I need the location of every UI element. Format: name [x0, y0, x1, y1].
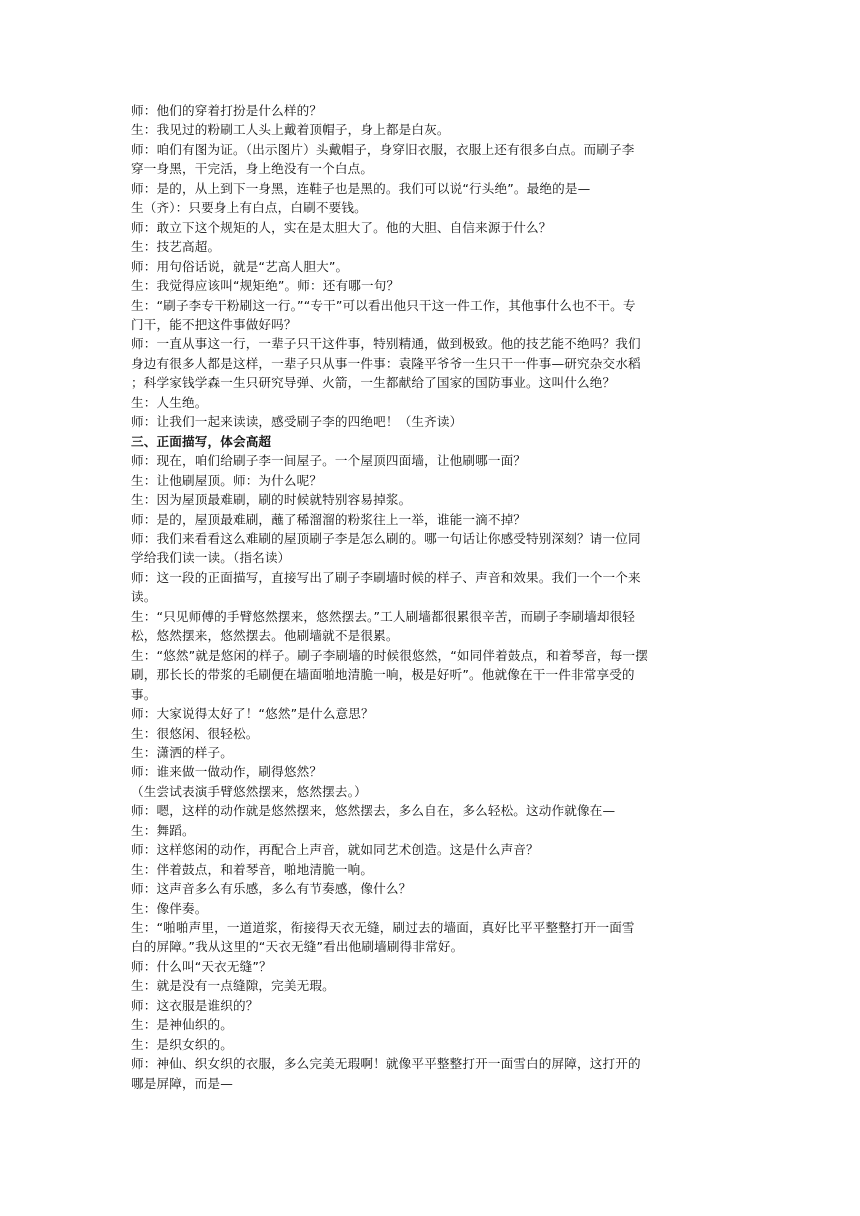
text-line: 师：现在，咱们给刷子李一间屋子。一个屋顶四面墙，让他刷哪一面？: [131, 453, 527, 469]
text-line: 刷，那长长的带浆的毛刷便在墙面啪地清脆一响，极是好听”。他就像在干一件非常享受的: [131, 667, 635, 683]
text-line: 师：这衣服是谁织的？: [131, 997, 259, 1013]
text-line: 哪是屏障，而是—: [131, 1075, 233, 1091]
text-line: 生：是神仙织的。: [131, 1017, 233, 1033]
text-line: 白的屏障。”我从这里的“天衣无缝”看出他刷墙刷得非常好。: [131, 939, 464, 955]
text-line: 师：这样悠闲的动作，再配合上声音，就如同艺术创造。这是什么声音？: [131, 842, 539, 858]
text-line: 师：大家说得太好了！“悠然”是什么意思？: [131, 706, 374, 722]
text-line: 生：“刷子李专干粉刷这一行。”“专干”可以看出他只干这一件工作，其他事什么也不干。专: [131, 297, 636, 313]
text-line: 生：舞蹈。: [131, 822, 195, 838]
text-line: 师：什么叫“天衣无缝”？: [131, 958, 272, 974]
text-line: 生：让他刷屋顶。师：为什么呢？: [131, 472, 323, 488]
text-line: 松，悠然摆来，悠然摆去。他刷墙就不是很累。: [131, 628, 399, 644]
text-line: 师：是的，屋顶最难刷，蘸了稀溜溜的粉浆往上一举，谁能一滴不掉？: [131, 511, 527, 527]
text-line: 生：伴着鼓点，和着琴音，啪地清脆一响。: [131, 861, 374, 877]
text-line: 师：是的，从上到下一身黑，连鞋子也是黑的。我们可以说“行头绝”。最绝的是—: [131, 180, 591, 196]
text-line: 生：“悠然”就是悠闲的样子。刷子李刷墙的时候很悠然，“如同伴着鼓点，和着琴音，每一摆: [131, 647, 649, 663]
text-line: ；科学家钱学森一生只研究导弹、火箭，一生都献给了国家的国防事业。这叫什么绝？: [131, 375, 616, 391]
text-line: 师：他们的穿着打扮是什么样的？: [131, 103, 323, 118]
text-line: 穿一身黑，干完活，身上绝没有一个白点。: [131, 161, 374, 177]
text-line: 师：谁来做一做动作，刷得悠然？: [131, 764, 323, 780]
text-line: 生：我见过的粉刷工人头上戴着顶帽子，身上都是白灰。: [131, 122, 450, 138]
text-line: 身边有很多人都是这样，一辈子只从事一件事：袁隆平爷爷一生只干一件事—研究杂交水稻: [131, 355, 641, 371]
text-line: 生：像伴奏。: [131, 900, 208, 916]
document-page: [131, 101, 731, 1093]
text-line: 师：敢立下这个规矩的人，实在是太胆大了。他的大胆、自信来源于什么？: [131, 219, 552, 235]
text-line: 师：神仙、织女织的衣服，多么完美无瑕啊！就像平平整整打开一面雪白的屏障，这打开的: [131, 1056, 641, 1072]
text-line: 生：我觉得应该叫“规矩绝”。师：还有哪一句？: [131, 278, 400, 294]
text-line: 门干，能不把这件事做好吗？: [131, 316, 297, 332]
text-line: 生：技艺高超。: [131, 239, 221, 255]
section-heading: 三、正面描写，体会高超: [131, 433, 272, 449]
text-line: 事。: [131, 686, 157, 702]
text-line: 生：“啪啪声里，一道道浆，衔接得天衣无缝，刷过去的墙面，真好比平平整整打开一面雪: [131, 920, 635, 936]
text-line: 生：是织女织的。: [131, 1036, 233, 1052]
text-line: （生尝试表演手臂悠然摆来，悠然摆去。）: [131, 783, 367, 799]
text-line: 师：我们来看看这么难刷的屋顶刷子李是怎么刷的。哪一句话让你感受特别深刻？请一位同: [131, 530, 641, 546]
text-line: 生：就是没有一点缝隙，完美无瑕。: [131, 978, 335, 994]
text-line: 师：咱们有图为证。（出示图片）头戴帽子，身穿旧衣服，衣服上还有很多白点。而刷子李: [131, 141, 635, 157]
text-line: 生（齐）：只要身上有白点，白刷不要钱。: [131, 200, 367, 216]
text-line: 师：一直从事这一行，一辈子只干这件事，特别精通，做到极致。他的技艺能不绝吗？我们: [131, 336, 641, 352]
text-line: 师：这一段的正面描写，直接写出了刷子李刷墙时候的样子、声音和效果。我们一个一个来: [131, 569, 641, 585]
text-line: 师：这声音多么有乐感，多么有节奏感，像什么？: [131, 881, 412, 897]
text-line: 学给我们读一读。（指名读）: [131, 550, 291, 566]
text-line: 读。: [131, 589, 157, 605]
text-line: 生：“只见师傅的手臂悠然摆来，悠然摆去。”工人刷墙都很累很辛苦，而刷子李刷墙却很轻: [131, 608, 636, 624]
text-line: 师：嗯，这样的动作就是悠然摆来，悠然摆去，多么自在，多么轻松。这动作就像在—: [131, 803, 616, 819]
text-line: 生：因为屋顶最难刷，刷的时候就特别容易掉浆。: [131, 492, 412, 508]
text-line: 生：潇洒的样子。: [131, 744, 233, 760]
text-line: 生：人生绝。: [131, 394, 208, 410]
text-line: 师：让我们一起来读读，感受刷子李的四绝吧！（生齐读）: [131, 414, 463, 430]
text-line: 生：很悠闲、很轻松。: [131, 725, 259, 741]
text-line: 师：用句俗话说，就是“艺高人胆大”。: [131, 258, 349, 274]
